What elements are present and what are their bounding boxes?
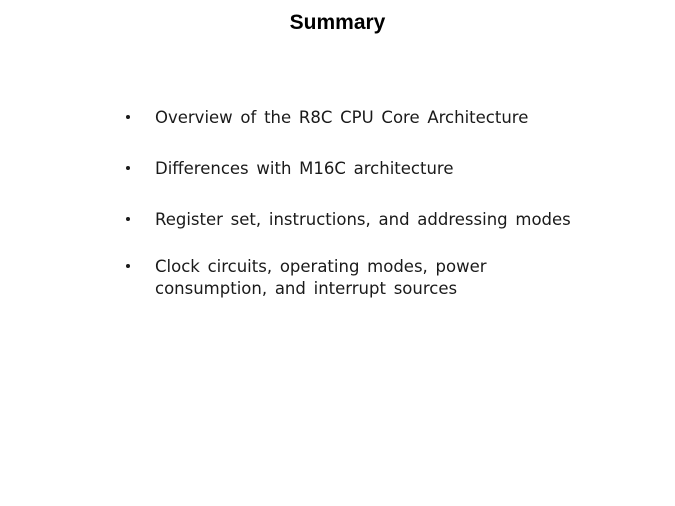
list-item-label: Overview of the R8C CPU Core Architecture — [155, 108, 529, 127]
bullet-dot-icon — [126, 264, 130, 268]
list-item-label: Clock circuits, operating modes, power consumption, and interrupt sources — [155, 257, 487, 298]
list-item — [120, 256, 580, 300]
page-title: Summary — [289, 11, 386, 34]
bullet-dot-icon — [126, 115, 130, 119]
bullet-dot-icon — [126, 217, 130, 221]
bullet-list — [120, 107, 580, 325]
list-item-label: Differences with M16C architecture — [155, 159, 454, 178]
list-item — [120, 107, 580, 129]
list-item — [120, 158, 580, 180]
list-item-label: Register set, instructions, and addressing modes — [155, 210, 571, 229]
list-item — [120, 209, 580, 231]
bullet-dot-icon — [126, 166, 130, 170]
